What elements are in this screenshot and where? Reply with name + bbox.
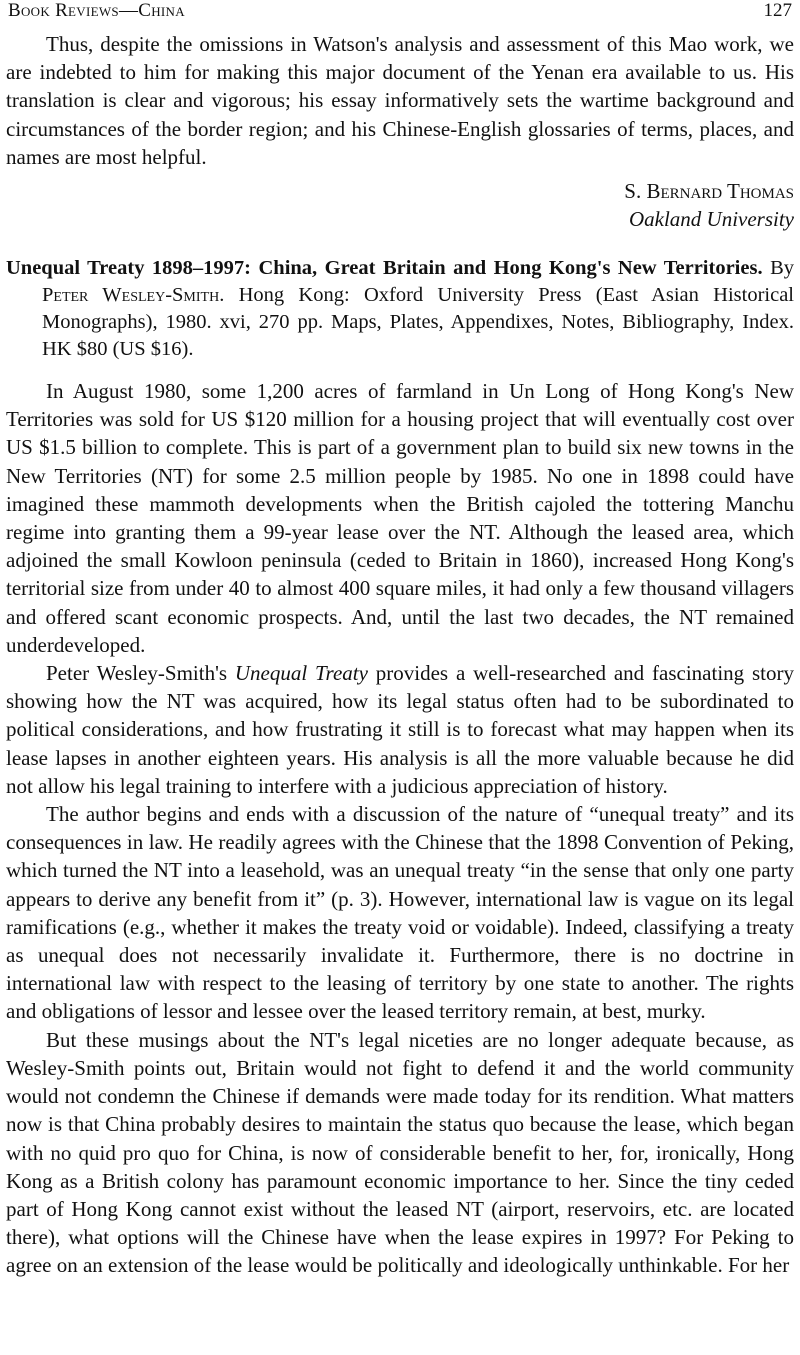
review-paragraph-2-start: Peter Wesley-Smith's <box>46 661 228 686</box>
previous-review-closing-paragraph: Thus, despite the omissions in Watson's analysis and assessment of this Mao work, we are indebted to him for making this major document of the Yenan era available to us. His translation is clear and vigorous; his essay informatively sets the wartime background and circumstances of the border region; and his Chinese-English glossaries of terms, places, and names are most helpful. <box>6 32 794 169</box>
cited-book-title: Unequal Treaty <box>234 661 368 686</box>
publication-details: Hong Kong: Oxford University Press (East Asian Historical Monographs), 1980. xvi, 270 pp. Maps, Plates, Appendixes, Notes, Bibliography, Index. HK $80 (US $16). <box>42 284 794 361</box>
review-paragraph-4: But these musings about the NT's legal niceties are no longer adequate because, as Wesley-Smith points out, Britain would not fight to defend it and the world community would not condemn the Chinese if demands were made today for its rendition. What matters now is that China probably desires to maintain the status quo because the lease, which began with no quid pro quo for China, is now of considerable benefit to her, for, ironically, Hong Kong as a British colony has paramount economic importance to her. Since the tiny ceded part of Hong Kong cannot exist without the leased NT (airport, reservoirs, etc. are located there), what options will the Chinese have when the lease expires in 1997? For Peking to agree on an extension of the lease would be politically and ideologically unthinkable. For her <box>6 1027 794 1278</box>
reviewer-affiliation: Oakland University <box>628 207 794 232</box>
review-paragraph-2 <box>6 659 794 800</box>
review-paragraph-1: In August 1980, some 1,200 acres of farmland in Un Long of Hong Kong's New Territories was sold for US $120 million for a housing project that will eventually cost over US $1.5 billion to complete. This is part of a government plan to build six new towns in the New Territories (NT) for some 2.5 million people by 1985. No one in 1898 could have imagined these mammoth developments when the British cajoled the tottering Manchu regime into granting them a 99-year lease over the NT. Although the leased area, which adjoined the small Kowloon peninsula (ceded to Britain in 1860), increased Hong Kong's territorial size from under 40 to almost 400 square miles, it had only a few thousand villagers and offered scant economic prospects. And, until the last two decades, the NT remained underdeveloped. <box>6 379 794 657</box>
by-label: By <box>770 257 794 280</box>
running-head-section: Book Reviews—China <box>8 0 185 21</box>
page-body <box>6 30 794 1280</box>
running-head <box>8 0 792 26</box>
review-paragraph-3: The author begins and ends with a discussion of the nature of “unequal treaty” and its consequences in law. He readily agrees with the Chinese that the 1898 Convention of Peking, which turned the NT into a leasehold, was an unequal treaty “in the sense that only one party appears to derive any benefit from it” (p. 3). However, international law is vague on its legal ramifications (e.g., whether it makes the treaty void or voidable). Indeed, classifying a treaty as unequal does not necessarily invalidate it. Furthermore, there is no doctrine in international law with respect to the leasing of territory by one state to another. The rights and obligations of lessor and lessee over the leased territory remain, at best, murky. <box>6 802 794 1024</box>
reviewer-name: S. Bernard Thomas <box>624 179 794 204</box>
review-heading <box>6 255 794 363</box>
book-title: Unequal Treaty 1898–1997: China, Great Britain and Hong Kong's New Territories. <box>6 257 763 280</box>
book-author: Peter Wesley-Smith. <box>42 284 225 307</box>
review-paragraph-2-rest: provides a well-researched and fascinating story showing how the NT was acquired, how its legal status often had to be subordinated to political considerations, and how frustrating it still is to forecast what may happen when its lease lapses in another eighteen years. His analysis is all the more valuable because he did not allow his legal training to interfere with a judicious appreciation of history. <box>6 661 794 798</box>
page-number: 127 <box>763 0 792 21</box>
reviewer-signature <box>6 177 794 233</box>
